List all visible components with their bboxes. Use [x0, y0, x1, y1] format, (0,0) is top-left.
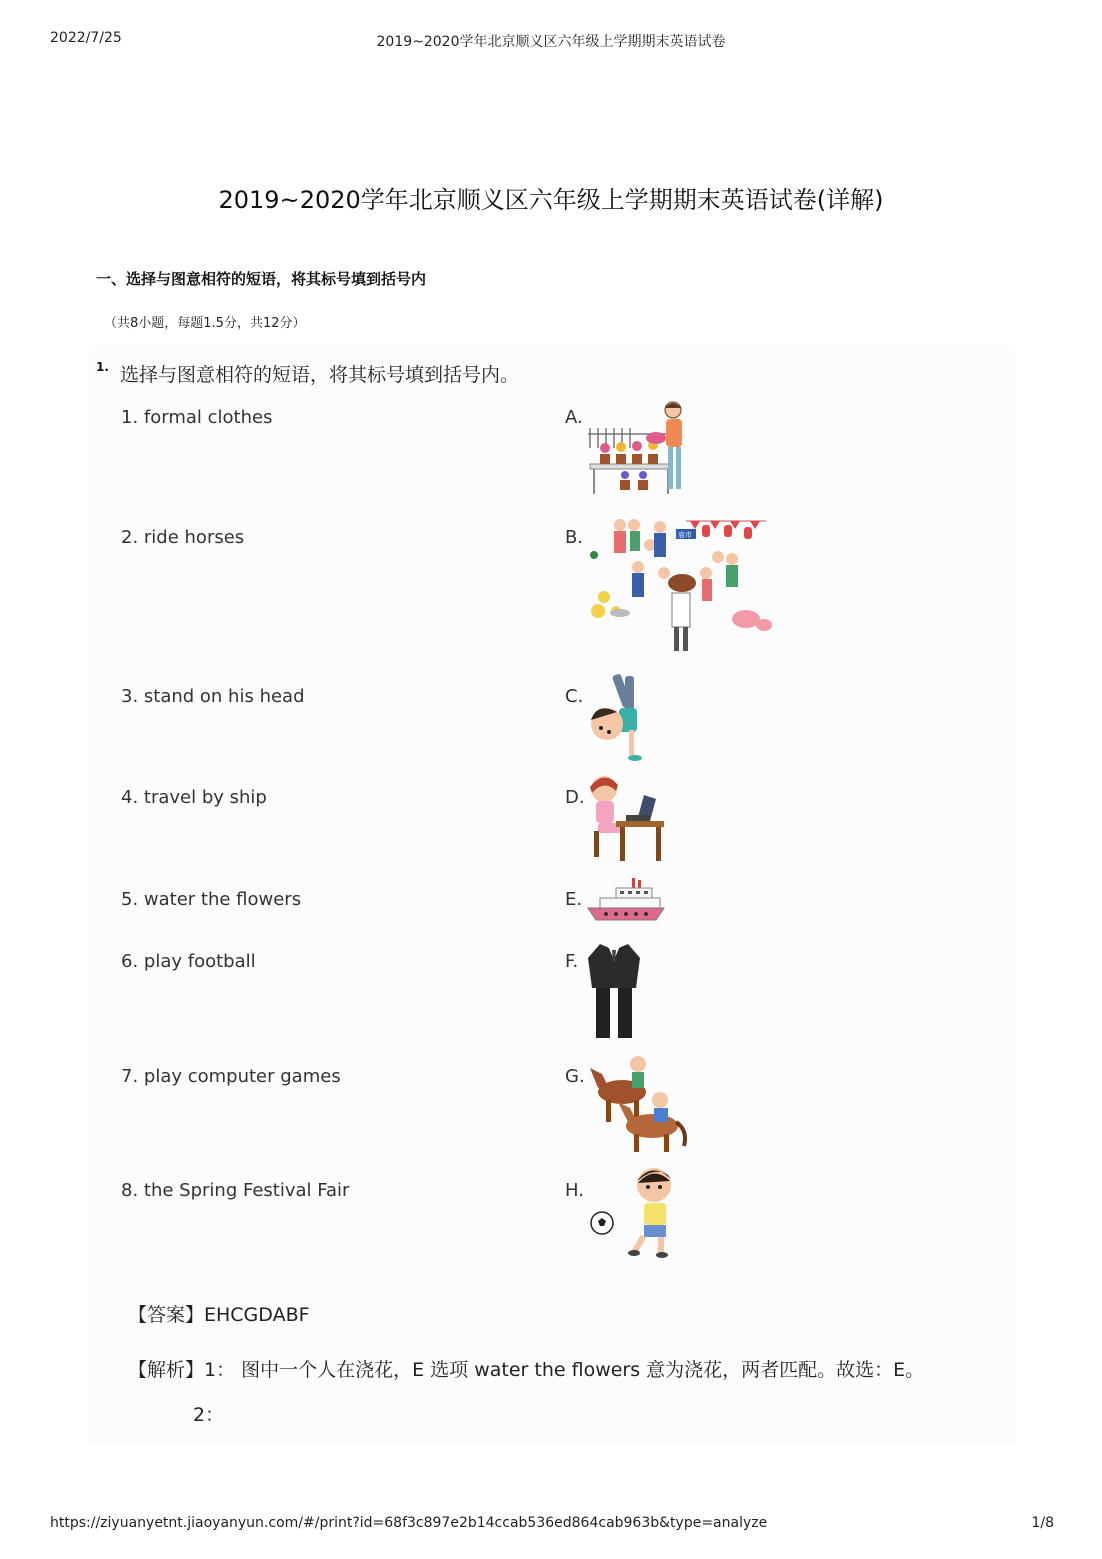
phrase-8: 8. the Spring Festival Fair [121, 1180, 350, 1201]
spring-festival-fair-illustration [586, 515, 776, 660]
option-c-label: C. [565, 686, 584, 707]
phrase-6: 6. play football [121, 951, 256, 972]
analysis-text-1: 【解析】1： 图中一个人在浇花，E 选项 water the flowers 意为浇花，两者匹配。故选：E。 [128, 1359, 925, 1381]
phrase-5: 5. water the flowers [121, 889, 302, 910]
option-b-label: B. [565, 527, 584, 548]
answer-text: 【答案】EHCGDABF [128, 1304, 310, 1326]
phrase-4: 4. travel by ship [121, 787, 267, 808]
option-d-label: D. [565, 787, 585, 808]
watering-flowers-illustration [586, 398, 702, 498]
print-header-title: 2019~2020学年北京顺义区六年级上学期期末英语试卷 [376, 34, 726, 50]
handstand-boy-illustration [587, 672, 649, 762]
option-g-label: G. [565, 1066, 585, 1087]
footer-url: https://ziyuanyetnt.jiaoyanyun.com/#/print?id=68f3c897e2b14ccab536ed864cab963b&type=analyze [50, 1515, 768, 1531]
phrase-2: 2. ride horses [121, 527, 245, 548]
fair-sign-text: 庙市 [678, 531, 692, 539]
page-number: 1/8 [1031, 1515, 1054, 1531]
section-note: （共8小题，每题1.5分，共12分） [104, 316, 306, 331]
option-f-label: F. [565, 951, 579, 972]
phrase-7: 7. play computer games [121, 1066, 341, 1087]
question-number: 1. [96, 360, 109, 374]
analysis-text-2: 2： [193, 1404, 225, 1426]
option-h-label: H. [565, 1180, 584, 1201]
formal-suit-illustration [586, 940, 642, 1040]
section-title: 一、选择与图意相符的短语，将其标号填到括号内 [96, 270, 427, 288]
option-e-label: E. [565, 889, 583, 910]
phrase-1: 1. formal clothes [121, 407, 273, 428]
document-title: 2019~2020学年北京顺义区六年级上学期期末英语试卷(详解) [218, 186, 884, 214]
print-date: 2022/7/25 [50, 30, 122, 46]
cruise-ship-illustration [586, 876, 666, 924]
computer-girl-illustration [586, 771, 666, 863]
horse-riding-illustration [588, 1052, 692, 1154]
question-prompt: 选择与图意相符的短语，将其标号填到括号内。 [120, 364, 520, 386]
option-a-label: A. [565, 407, 583, 428]
football-boy-illustration [588, 1165, 684, 1259]
phrase-3: 3. stand on his head [121, 686, 305, 707]
